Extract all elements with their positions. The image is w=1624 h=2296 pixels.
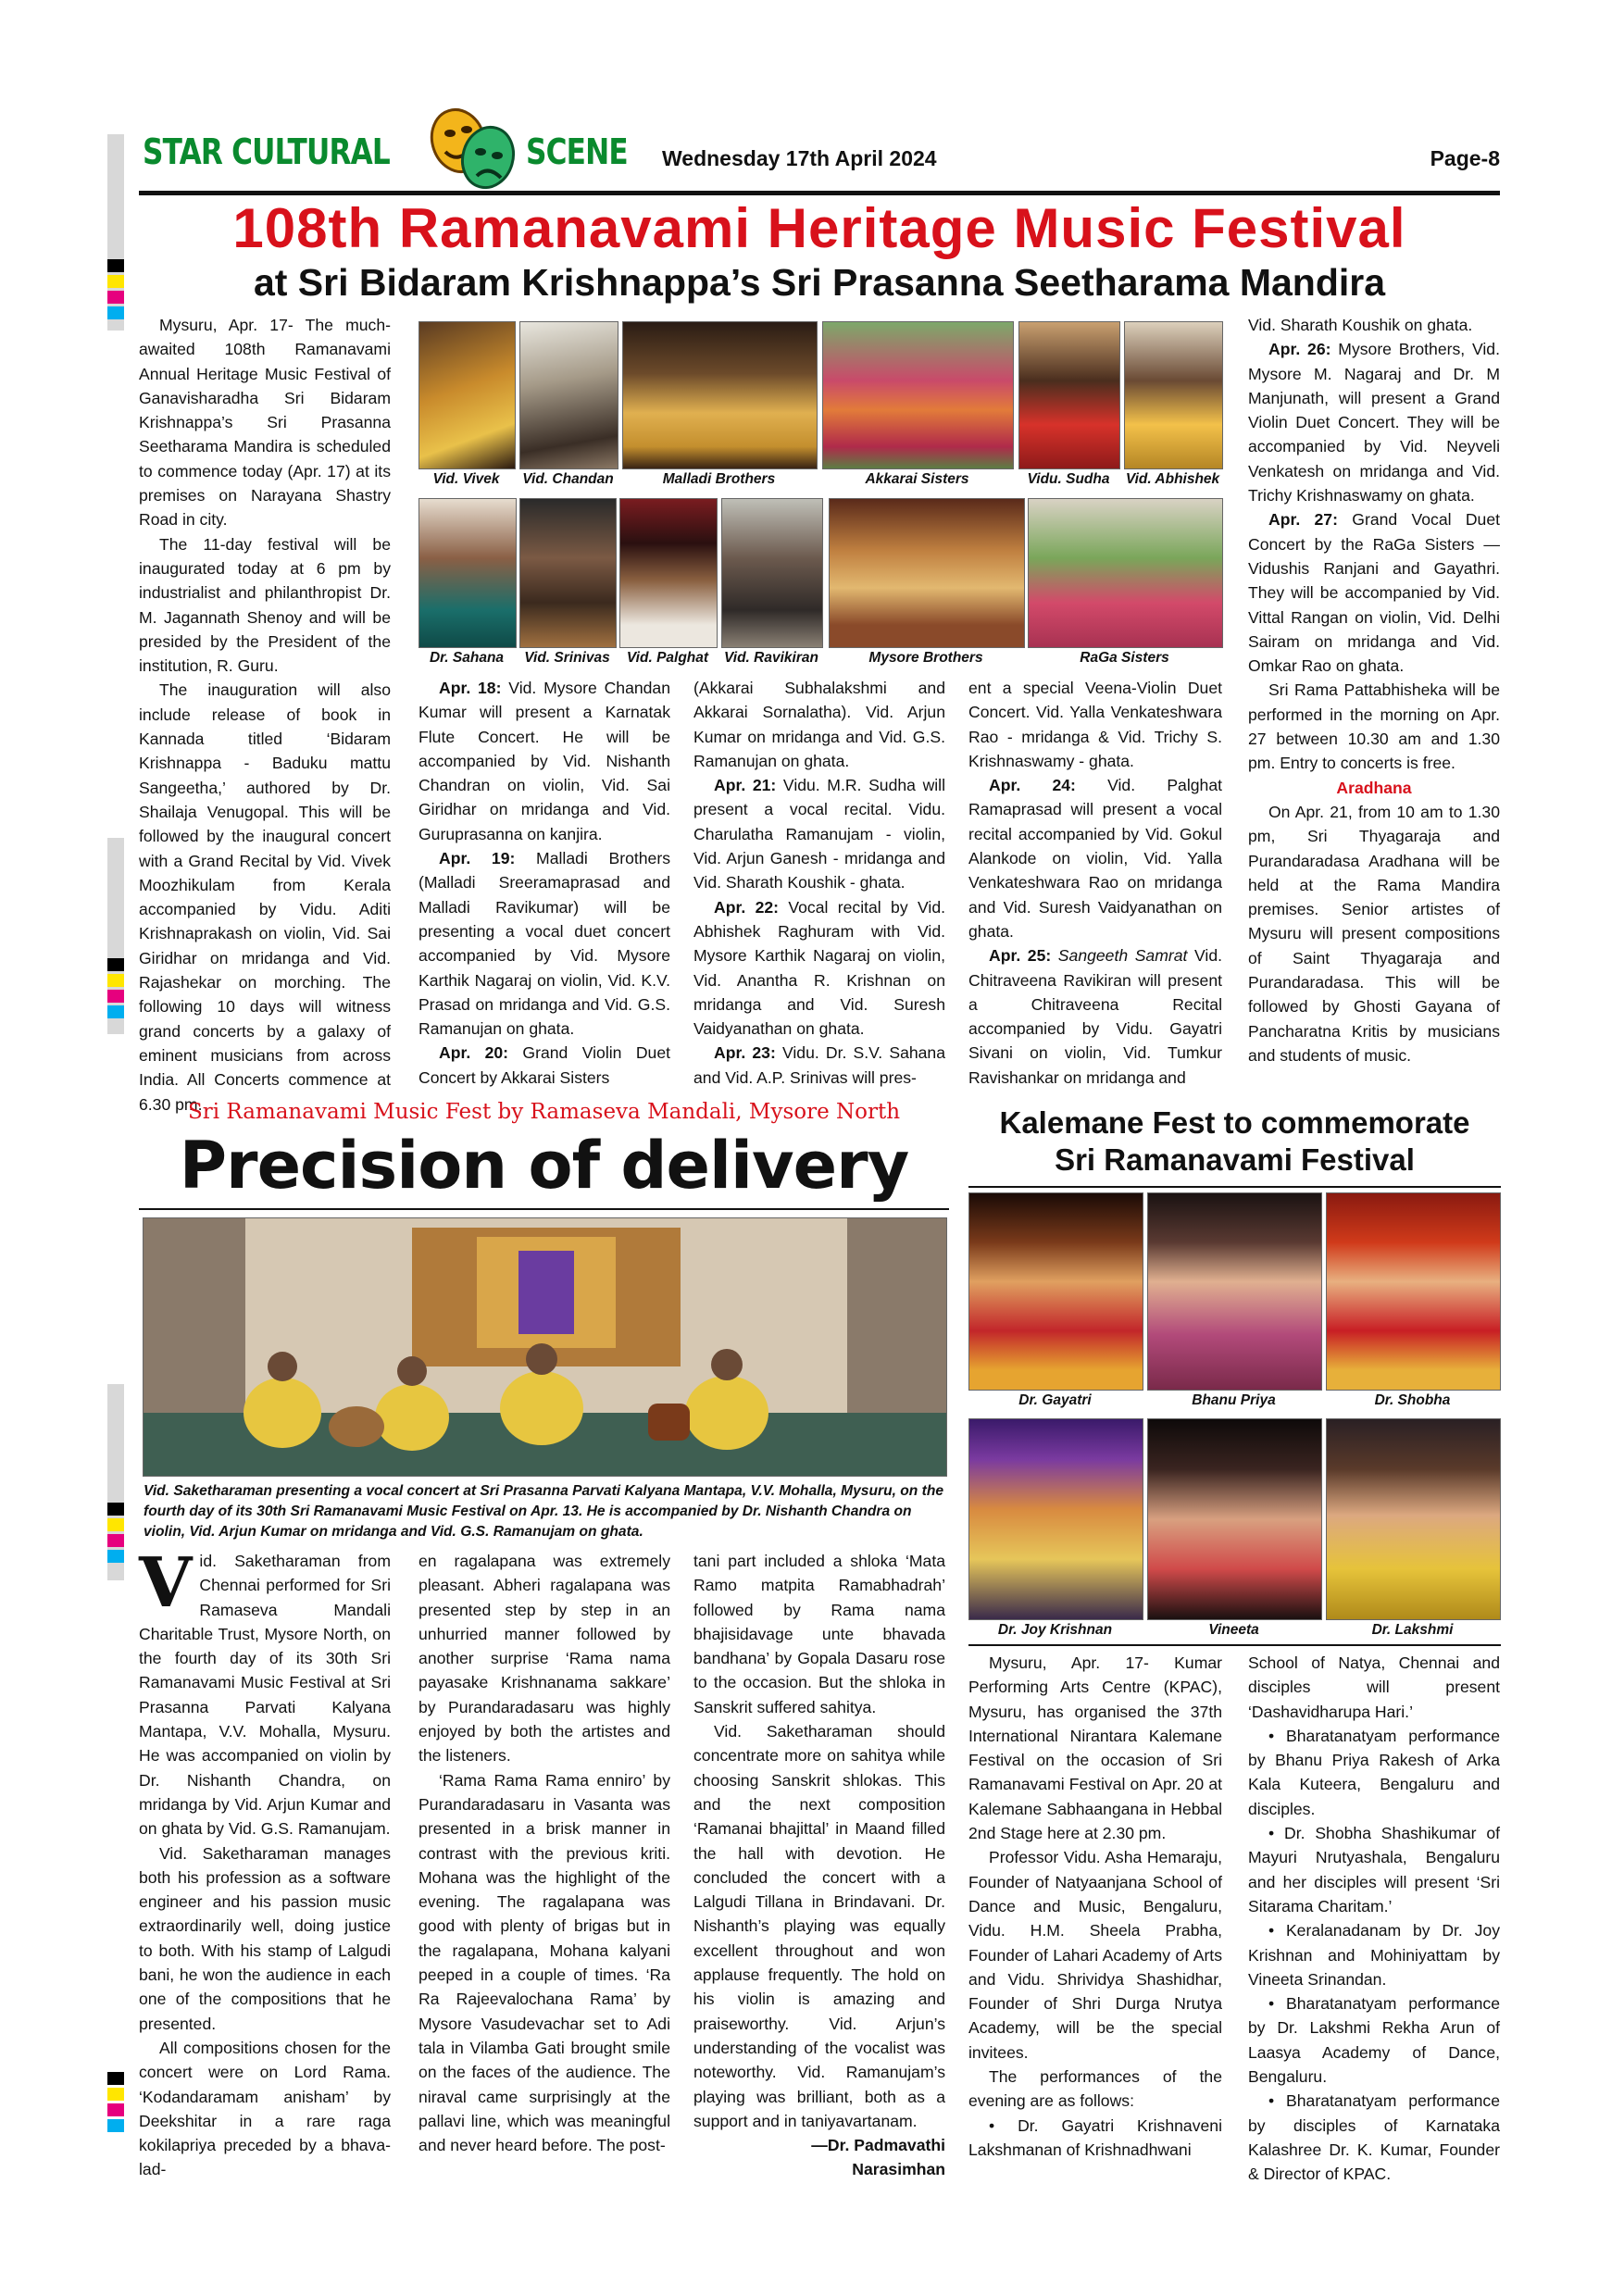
paragraph: • Dr. Gayatri Krishnaveni Lakshmanan of Krishnadhwani (968, 2115, 1222, 2159)
divider (968, 1186, 1501, 1188)
section2-column-1 (139, 1543, 391, 2182)
byline: Narasimhan (852, 2160, 945, 2179)
photo-vid-palghat (619, 498, 718, 648)
paragraph: • Bharatanatyam performance by Dr. Lakshmi Rekha Arun of Laasya Academy of Dance, Bengaluru. (1248, 1994, 1500, 2087)
photo-raga-sisters (1028, 498, 1223, 648)
theatre-masks-icon (421, 104, 523, 194)
photo-akkarai-sisters (822, 321, 1014, 469)
photo-caption: Vid. Abhishek (1125, 471, 1220, 487)
photo-dr-shobha (1326, 1192, 1501, 1391)
photo-mysore-brothers (829, 498, 1025, 648)
schedule-entry: Apr. 22: Vocal recital by Vid. Abhishek Raghuram with Vid. Mysore Karthik Nagaraj on violin, Vid. Anantha R. Krishnan on mridanga and Vid. Suresh Vaidyanathan on ghata. (693, 897, 945, 1039)
paragraph: The inauguration will also include release of book in Kannada titled ‘Bidaram Krishnappa - Baduku mattu Sangeetha,’ authored by Dr. Shailaja Venugopal. This will be followed by the inaugural concert with a Grand Recital by Vid. Vivek Moozhikulam from Kerala accompanied by Vidu. Aditi Krishnaprakash on violin, Vid. Sai Giridhar on mridanga and Vid. Rajashekar on morching. The following 10 days will witness grand concerts by a galaxy of eminent musicians from across India. All Concerts commence at 6.30 pm. (139, 680, 391, 1114)
schedule-entry: Apr. 19: Malladi Brothers (Malladi Sreeramaprasad and Malladi Ravikumar) will be presenting a vocal duet concert accompanied by Vid. Mysore Karthik Nagaraj on violin, Vid. K.V. Prasad on mridanga and Vid. G.S. Ramanujan on ghata. (418, 849, 670, 1039)
schedule-entry: (Akkarai Subhalakshmi and Akkarai Sornalatha). Vid. Arjun Kumar on mridanga and Vid. G.S. Ramanujan on ghata. (693, 679, 945, 770)
schedule-entry: Apr. 25: Sangeeth Samrat Vid. Chitraveena Ravikiran will present a Chitraveena Recital accompanied by Vidu. Gayatri Sivani on violin, Vid. Tumkur Ravishankar on mridanga and (968, 946, 1222, 1087)
page-number: Page-8 (1430, 146, 1500, 170)
paragraph: Mysuru, Apr. 17- Kumar Performing Arts Centre (KPAC), Mysuru, has organised the 37th International Nirantara Kalemane Festival on the occasion of Sri Ramanavami Festival on Apr. 20 at Kalemane Sabhaangana in Hebbal 2nd Stage here at 2.30 pm. (968, 1653, 1222, 1843)
schedule-entry: Apr. 18: Vid. Mysore Chandan Kumar will present a Karnatak Flute Concert. He will be accompanied by Vid. Nishanth Chandran on violin, Vid. Sai Giridhar on mridanga and Vid. Guruprasanna on kanjira. (418, 679, 670, 843)
section1-column-2 (418, 676, 670, 1090)
paragraph: en ragalapana was extremely pleasant. Abheri ragalapana was presented step by step in an unhurried manner followed by another surprise ‘Rama nama payasake Krishnanama sakkare’ by Purandaradasaru was highly enjoyed by both the artistes and the listeners. (418, 1552, 670, 1766)
schedule-entry: Apr. 20: Grand Violin Duet Concert by Akkarai Sisters (418, 1043, 670, 1087)
paragraph: • Keralanadanam by Dr. Joy Krishnan and Mohiniyattam by Vineeta Srinandan. (1248, 1921, 1500, 1989)
concert-photo-caption: Vid. Saketharaman presenting a vocal concert at Sri Prasanna Parvati Kalyana Mantapa, V.V. Mohalla, Mysuru, on the fourth day of its 30th Sri Ramanavami Music Festival on Apr. 13. He is accompanied by Dr. Nishanth Chandra on violin, Vid. Arjun Kumar on mridanga and Vid. G.S. Ramanujam on ghata. (144, 1483, 944, 1540)
schedule-entry: Apr. 23: Vidu. Dr. S.V. Sahana and Vid. A.P. Srinivas will pres- (693, 1043, 945, 1087)
photo-caption: Vid. Palghat (626, 650, 709, 666)
section2-headline: Precision of delivery (179, 1128, 909, 1204)
divider (139, 1208, 949, 1210)
photo-vid-chandan (519, 321, 618, 469)
photo-vid-srinivas (519, 498, 617, 648)
paragraph: School of Natya, Chennai and disciples will present ‘Dashavidharupa Hari.’ (1248, 1653, 1500, 1721)
section2-column-3 (693, 1549, 945, 2182)
photo-dr-joy-krishnan (968, 1418, 1143, 1620)
aradhana-subhead: Aradhana (1336, 778, 1412, 797)
photo-bhanu-priya (1147, 1192, 1322, 1391)
photo-dr-lakshmi (1326, 1418, 1501, 1620)
schedule-entry: Vid. Sharath Koushik on ghata. (1248, 316, 1473, 334)
section1-column-3 (693, 676, 945, 1090)
photo-vineeta (1147, 1418, 1322, 1620)
photo-malladi-brothers (622, 321, 818, 469)
schedule-entry: Apr. 27: Grand Vocal Duet Concert by the RaGa Sisters — Vidushis Ranjani and Gayathri. They will be accompanied by Vid. Vittal Rangan on violin, Vid. Delhi Sairam on mridanga and Vid. Omkar Rao on ghata. (1248, 510, 1500, 676)
section1-column-5 (1248, 313, 1500, 1067)
photo-vid-vivek (418, 321, 516, 469)
sub-headline: at Sri Bidaram Krishnappa’s Sri Prasanna Seetharama Mandira (253, 261, 1386, 304)
paragraph: Mysuru, Apr. 17- The much-awaited 108th Ramanavami Annual Heritage Music Festival of Ganavisharadha Sri Bidaram Krishnappa’s Sri Prasanna Seetharama Mandira is scheduled to commence today (Apr. 17) at its premises on Narayana Shastry Road in city. (139, 316, 391, 530)
photo-caption: Dr. Shobha (1374, 1392, 1451, 1408)
section2-column-2 (418, 1549, 670, 2157)
photo-caption: Dr. Sahana (429, 650, 505, 666)
photo-caption: Vid. Srinivas (524, 650, 610, 666)
photo-dr-gayatri (968, 1192, 1143, 1391)
photo-caption: Akkarai Sisters (865, 471, 969, 487)
section3-column-1 (968, 1651, 1222, 2162)
concert-stage-illustration (144, 1218, 946, 1476)
masthead-title-left: STAR CULTURAL (143, 131, 390, 172)
paragraph: ‘Rama Rama Rama enniro’ by Purandaradasaru in Vasanta was presented in a brisk manner in contrast with the previous kriti. Mohana was the highlight of the evening. The ragalapana was good with plenty of brigas but in the ragalapana, Mohana kalyani peeped in a couple of times. ‘Ra Ra Rajeevalochana Rama’ by Mysore Vasudevachar set to Adi tala in Vilamba Gati brought smile on the faces of the audience. The niraval came surprisingly at the pallavi line, which was meaningful and never heard before. The post- (418, 1770, 670, 2155)
section3-headline-line-2: Sri Ramanavami Festival (1055, 1142, 1415, 1177)
paragraph: The 11-day festival will be inaugurated today at 6 pm by industrialist and philanthropist Dr. M. Jagannath Shenoy and will be presided by the President of the institution, R. Guru. (139, 534, 391, 676)
main-headline: 108th Ramanavami Heritage Music Festival (232, 197, 1406, 259)
photo-caption: Mysore Brothers (868, 650, 983, 666)
schedule-entry: Apr. 21: Vidu. M.R. Sudha will present a vocal recital. Vidu. Charulatha Ramanujam - violin, Vid. Arjun Ganesh - mridanga and Vid. Sharath Koushik - ghata. (693, 776, 945, 892)
photo-vid-abhishek (1124, 321, 1223, 469)
paragraph: All compositions chosen for the concert were on Lord Rama. ‘Kodandaramam anisham’ by Deekshitar in a rare raga kokilapriya preceded by a bhava-lad- (139, 2038, 391, 2179)
section3-headline-line-1: Kalemane Fest to commemorate (999, 1105, 1470, 1140)
photo-caption: RaGa Sisters (1080, 650, 1169, 666)
photo-caption: Malladi Brothers (662, 471, 776, 487)
schedule-entry: Apr. 26: Mysore Brothers, Vid. Mysore M. Nagaraj and Dr. M Manjunath, will present a Grand Violin Duet Concert. They will be accompanied by Vid. Neyveli Venkatesh on mridanga and Vid. Trichy Krishnaswamy on ghata. (1248, 340, 1500, 505)
photo-caption: Dr. Joy Krishnan (997, 1622, 1113, 1638)
photo-caption: Vid. Ravikiran (724, 650, 818, 666)
issue-date: Wednesday 17th April 2024 (662, 146, 937, 170)
paragraph: • Bharatanatyam performance by disciples of Karnataka Kalashree Dr. K. Kumar, Founder & Director of KPAC. (1248, 2091, 1500, 2184)
photo-caption: Bhanu Priya (1192, 1392, 1276, 1408)
photo-caption: Dr. Lakshmi (1371, 1622, 1454, 1638)
section1-column-1 (139, 313, 391, 1117)
masthead-title-right: SCENE (526, 131, 628, 172)
section3-headline (968, 1104, 1501, 1179)
paragraph: Sri Rama Pattabhisheka will be performed in the morning on Apr. 27 between 10.30 am and 1.30 pm. Entry to concerts is free. (1248, 680, 1500, 773)
paragraph: On Apr. 21, from 10 am to 1.30 pm, Sri Thyagaraja and Purandaradasa Aradhana will be held at the Rama Mandira premises. Senior artistes of Mysuru will present compositions of Saint Thyagaraja and Purandaradasa. This will be followed by Ghosti Gayana of Pancharatna Kritis by musicians and students of music. (1248, 802, 1500, 1065)
photo-caption: Vidu. Sudha (1027, 471, 1110, 487)
photo-caption: Vid. Vivek (432, 471, 500, 487)
paragraph: Professor Vidu. Asha Hemaraju, Founder of Natyaanjana School of Dance and Music, Bengaluru, Vidu. H.M. Sheela Prabha, Founder of Lahari Academy of Arts and Vidu. Shrividya Shashidhar, Founder of Shri Durga Nrutya Academy, will be the special invitees. (968, 1848, 1222, 2062)
paragraph: The performances of the evening are as follows: (968, 2067, 1222, 2111)
paragraph: • Bharatanatyam performance by Bhanu Priya Rakesh of Arka Kala Kuteera, Bengaluru and disciples. (1248, 1726, 1500, 1818)
byline: —Dr. Padmavathi (811, 2136, 945, 2155)
photo-vid-ravikiran (721, 498, 823, 648)
section3-column-2 (1248, 1651, 1500, 2187)
photo-dr-sahana (418, 498, 517, 648)
paragraph: Vid. Saketharaman manages both his profession as a software engineer and his passion music extraordinarily well, doing justice to both. With his stamp of Lalgudi bani, he won the audience in each one of the compositions that he presented. (139, 1843, 391, 2033)
paragraph: • Dr. Shobha Shashikumar of Mayuri Nrutyashala, Bengaluru and her disciples will present ‘Sri Sitarama Charitam.’ (1248, 1824, 1500, 1915)
paragraph: Vid. Saketharaman should concentrate more on sahitya while choosing Sanskrit shlokas. This and the next composition ‘Ramanai bhajittal’ in Maand filled the hall with devotion. He concluded the concert with a Lalgudi Tillana in Brindavani. Dr. Nishanth’s playing was equally excellent throughout and won applause frequently. The hold on his violin is amazing and praiseworthy. Vid. Arjun’s understanding of the vocalist was noteworthy. Vid. Ramanujam’s playing was brilliant, both as a support and in taniyavartanam. (693, 1722, 945, 2130)
schedule-entry: Apr. 24: Vid. Palghat Ramaprasad will present a vocal recital accompanied by Vid. Gokul Alankode on violin, Vid. Yalla Venkateshwara Rao on mridanga and Vid. Suresh Vaidyanathan on ghata. (968, 776, 1222, 941)
photo-caption: Vineeta (1208, 1622, 1259, 1638)
drop-cap: V (139, 1543, 193, 1623)
section2-kicker: Sri Ramanavami Music Fest by Ramaseva Mandali, Mysore North (187, 1100, 901, 1124)
paragraph: tani part included a shloka ‘Mata Ramo matpita Ramabhadrah’ followed by Rama nama bhajisidavage unte bhavada bandhana’ by Gopala Dasaru rose to the occasion. But the shloka in Sanskrit suffered sahitya. (693, 1552, 945, 1716)
section1-column-4 (968, 676, 1222, 1090)
masthead (139, 130, 1500, 195)
schedule-entry: ent a special Veena-Violin Duet Concert. Vid. Yalla Venkateshwara Rao - mridanga & Vid. Trichy S. Krishnaswamy - ghata. (968, 679, 1222, 770)
photo-caption: Dr. Gayatri (1018, 1392, 1092, 1408)
photo-vidu-sudha (1018, 321, 1120, 469)
paragraph: Vid. Saketharaman from Chennai performed for Sri Ramaseva Mandali Charitable Trust, Mysore North, on the fourth day of its 30th Sri Ramanavami Music Festival at Sri Prasanna Parvati Kalyana Mantapa, V.V. Mohalla, Mysuru. He was accompanied on violin by Dr. Nishanth Chandra, on mridanga by Vid. Arjun Kumar and on ghata by Vid. G.S. Ramanujam. (139, 1543, 391, 1839)
divider (968, 1644, 1501, 1646)
concert-photo (143, 1217, 947, 1477)
photo-caption: Vid. Chandan (522, 471, 614, 487)
